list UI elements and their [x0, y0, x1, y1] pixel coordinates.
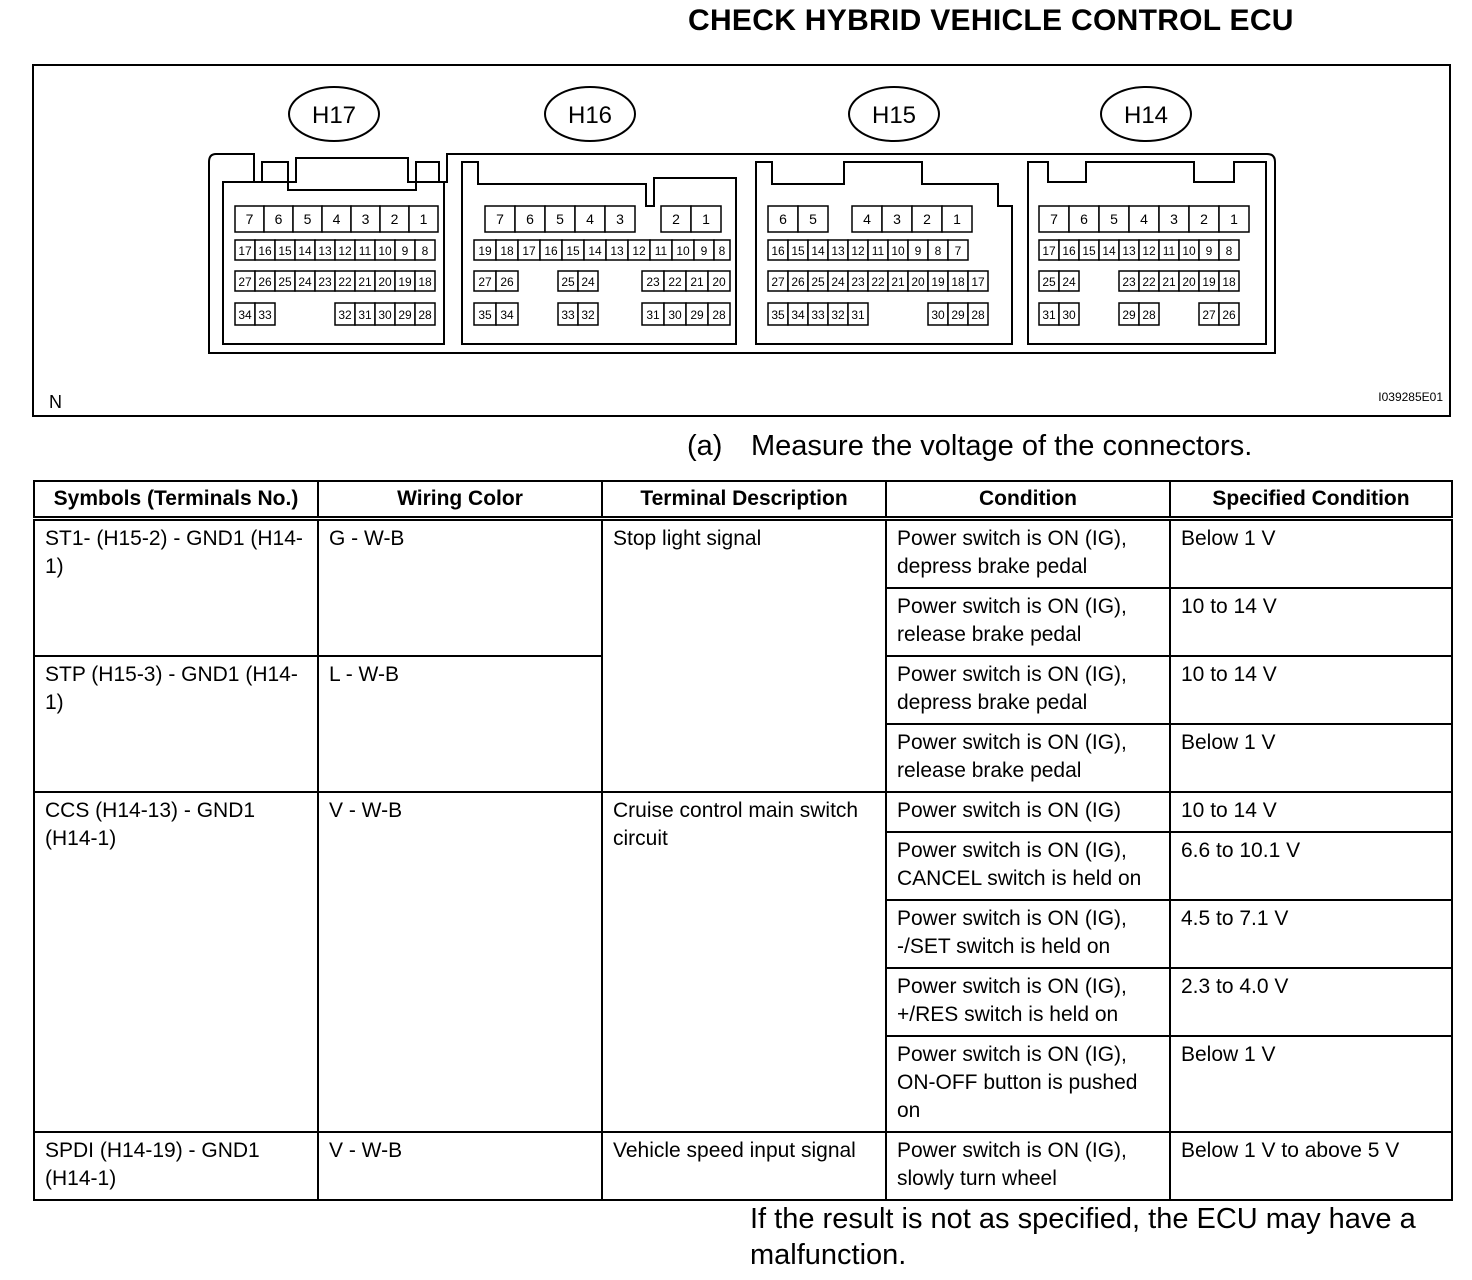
- connector-label: H15: [871, 102, 917, 129]
- spec-cell: Below 1 V: [1170, 1036, 1452, 1132]
- connector-label: H17: [311, 102, 357, 129]
- spec-cell: 2.3 to 4.0 V: [1170, 968, 1452, 1036]
- condition-cell: Power switch is ON (IG), -/SET switch is held on: [886, 900, 1170, 968]
- terminal-number: 25: [811, 275, 825, 289]
- terminal-number: 31: [646, 308, 660, 322]
- terminal-number: 35: [478, 308, 492, 322]
- connector-diagram-svg: [34, 66, 1449, 415]
- terminal-number: 18: [1222, 275, 1236, 289]
- terminal-number: 1: [419, 211, 428, 227]
- header-terminal-description: Terminal Description: [602, 481, 886, 519]
- terminal-number: 18: [951, 275, 965, 289]
- footer-note: If the result is not as specified, the ECU may have a malfunction.: [750, 1203, 1416, 1271]
- table-header-row: [34, 481, 1452, 519]
- terminal-number: 13: [831, 244, 845, 258]
- condition-cell: Power switch is ON (IG), ON-OFF button is pushed on: [886, 1036, 1170, 1132]
- terminal-number: 26: [258, 275, 272, 289]
- terminal-number: 9: [401, 244, 409, 258]
- terminal-number: 14: [588, 244, 602, 258]
- terminal-number: 12: [1142, 244, 1156, 258]
- terminal-number: 3: [616, 211, 624, 227]
- terminal-number: 6: [274, 211, 283, 227]
- condition-cell: Power switch is ON (IG), CANCEL switch is held on: [886, 832, 1170, 900]
- condition-cell: Power switch is ON (IG), depress brake pedal: [886, 656, 1170, 724]
- terminal-number: 27: [238, 275, 252, 289]
- terminal-number: 5: [303, 211, 312, 227]
- terminal-number: 5: [1110, 211, 1118, 227]
- symbol-cell: CCS (H14-13) - GND1 (H14-1): [34, 792, 318, 1132]
- voltage-spec-table: [33, 480, 1453, 1201]
- terminal-number: 4: [332, 211, 341, 227]
- terminal-number: 33: [561, 308, 575, 322]
- terminal-number: 18: [500, 244, 514, 258]
- terminal-number: 26: [791, 275, 805, 289]
- terminal-number: 16: [544, 244, 558, 258]
- instruction: [687, 430, 1252, 463]
- terminal-number: 28: [418, 308, 432, 322]
- terminal-number: 5: [809, 211, 817, 227]
- terminal-number: 33: [258, 308, 272, 322]
- terminal-number: 14: [298, 244, 312, 258]
- terminal-number: 16: [771, 244, 785, 258]
- terminal-number: 23: [646, 275, 660, 289]
- terminal-number: 2: [390, 211, 399, 227]
- terminal-number: 7: [496, 211, 504, 227]
- terminal-number: 8: [1225, 244, 1233, 258]
- terminal-number: 22: [668, 275, 682, 289]
- page-title: CHECK HYBRID VEHICLE CONTROL ECU: [688, 4, 1294, 37]
- terminal-number: 5: [556, 211, 564, 227]
- terminal-number: 32: [581, 308, 595, 322]
- terminal-number: 7: [1050, 211, 1058, 227]
- terminal-number: 32: [338, 308, 352, 322]
- terminal-number: 15: [278, 244, 292, 258]
- connector-label: H14: [1123, 102, 1169, 129]
- terminal-number: 17: [238, 244, 252, 258]
- terminal-number: 19: [398, 275, 412, 289]
- terminal-number: 28: [971, 308, 985, 322]
- terminal-number: 27: [771, 275, 785, 289]
- terminal-number: 14: [811, 244, 825, 258]
- terminal-number: 11: [358, 244, 372, 258]
- terminal-number: 24: [831, 275, 845, 289]
- terminal-number: 21: [1162, 275, 1176, 289]
- terminal-number: 8: [934, 244, 942, 258]
- header-condition: Condition: [886, 481, 1170, 519]
- terminal-number: 23: [851, 275, 865, 289]
- terminal-number: 16: [258, 244, 272, 258]
- spec-cell: 4.5 to 7.1 V: [1170, 900, 1452, 968]
- terminal-number: 24: [1062, 275, 1076, 289]
- terminal-number: 20: [1182, 275, 1196, 289]
- terminal-number: 8: [421, 244, 429, 258]
- condition-cell: Power switch is ON (IG), release brake pedal: [886, 588, 1170, 656]
- figure-id: I039285E01: [1378, 390, 1443, 404]
- terminal-number: 15: [791, 244, 805, 258]
- terminal-number: 29: [690, 308, 704, 322]
- terminal-number: 16: [1062, 244, 1076, 258]
- terminal-number: 17: [971, 275, 985, 289]
- terminal-number: 18: [418, 275, 432, 289]
- terminal-number: 13: [1122, 244, 1136, 258]
- instruction-label: (a): [687, 430, 723, 462]
- terminal-number: 3: [361, 211, 370, 227]
- terminal-number: 21: [358, 275, 372, 289]
- terminal-number: 14: [1102, 244, 1116, 258]
- terminal-number: 17: [1042, 244, 1056, 258]
- table-row: [34, 1132, 1452, 1200]
- terminal-number: 25: [1042, 275, 1056, 289]
- terminal-number: 9: [914, 244, 922, 258]
- terminal-number: 9: [1205, 244, 1213, 258]
- terminal-number: 1: [1230, 211, 1238, 227]
- terminal-number: 6: [1080, 211, 1088, 227]
- terminal-number: 11: [871, 244, 885, 258]
- condition-cell: Power switch is ON (IG), depress brake pedal: [886, 519, 1170, 589]
- description-cell: Stop light signal: [602, 519, 886, 793]
- terminal-number: 24: [298, 275, 312, 289]
- terminal-number: 24: [581, 275, 595, 289]
- terminal-number: 10: [891, 244, 905, 258]
- symbol-cell: STP (H15-3) - GND1 (H14-1): [34, 656, 318, 792]
- terminal-number: 31: [1042, 308, 1056, 322]
- terminal-number: 25: [561, 275, 575, 289]
- spec-cell: Below 1 V to above 5 V: [1170, 1132, 1452, 1200]
- spec-cell: 6.6 to 10.1 V: [1170, 832, 1452, 900]
- terminal-number: 19: [478, 244, 492, 258]
- terminal-number: 26: [1222, 308, 1236, 322]
- table-row: [34, 519, 1452, 589]
- terminal-number: 13: [610, 244, 624, 258]
- terminal-number: 6: [779, 211, 787, 227]
- terminal-number: 3: [893, 211, 901, 227]
- terminal-number: 10: [1182, 244, 1196, 258]
- corner-label: N: [49, 392, 62, 412]
- terminal-number: 10: [676, 244, 690, 258]
- terminal-number: 2: [923, 211, 931, 227]
- spec-cell: 10 to 14 V: [1170, 656, 1452, 724]
- terminal-number: 4: [863, 211, 871, 227]
- terminal-number: 25: [278, 275, 292, 289]
- wiring-cell: V - W-B: [318, 1132, 602, 1200]
- terminal-number: 29: [398, 308, 412, 322]
- terminal-number: 1: [953, 211, 961, 227]
- spec-cell: 10 to 14 V: [1170, 792, 1452, 832]
- terminal-number: 11: [654, 244, 668, 258]
- terminal-number: 30: [1062, 308, 1076, 322]
- terminal-number: 31: [851, 308, 865, 322]
- terminal-number: 29: [1122, 308, 1136, 322]
- terminal-number: 28: [1142, 308, 1156, 322]
- terminal-number: 11: [1162, 244, 1176, 258]
- terminal-number: 35: [771, 308, 785, 322]
- terminal-number: 8: [718, 244, 726, 258]
- condition-cell: Power switch is ON (IG): [886, 792, 1170, 832]
- wiring-cell: V - W-B: [318, 792, 602, 1132]
- terminal-number: 26: [500, 275, 514, 289]
- connector-label: H16: [567, 102, 613, 129]
- terminal-number: 10: [378, 244, 392, 258]
- connector-diagram: [32, 64, 1451, 417]
- terminal-number: 23: [318, 275, 332, 289]
- terminal-number: 15: [1082, 244, 1096, 258]
- terminal-number: 20: [911, 275, 925, 289]
- instruction-text: Measure the voltage of the connectors.: [751, 430, 1253, 462]
- header-wiring-color: Wiring Color: [318, 481, 602, 519]
- terminal-number: 20: [712, 275, 726, 289]
- terminal-number: 15: [566, 244, 580, 258]
- terminal-number: 12: [338, 244, 352, 258]
- wiring-cell: G - W-B: [318, 519, 602, 657]
- terminal-number: 30: [378, 308, 392, 322]
- terminal-number: 22: [338, 275, 352, 289]
- condition-cell: Power switch is ON (IG), +/RES switch is held on: [886, 968, 1170, 1036]
- terminal-number: 2: [672, 211, 680, 227]
- terminal-number: 20: [378, 275, 392, 289]
- terminal-number: 34: [500, 308, 514, 322]
- terminal-number: 21: [690, 275, 704, 289]
- terminal-number: 13: [318, 244, 332, 258]
- terminal-number: 32: [831, 308, 845, 322]
- terminal-number: 6: [526, 211, 534, 227]
- wiring-cell: L - W-B: [318, 656, 602, 792]
- terminal-number: 3: [1170, 211, 1178, 227]
- terminal-number: 12: [851, 244, 865, 258]
- terminal-number: 9: [700, 244, 708, 258]
- terminal-number: 34: [791, 308, 805, 322]
- symbol-cell: ST1- (H15-2) - GND1 (H14-1): [34, 519, 318, 657]
- condition-cell: Power switch is ON (IG), slowly turn wheel: [886, 1132, 1170, 1200]
- terminal-number: 2: [1200, 211, 1208, 227]
- terminal-number: 30: [668, 308, 682, 322]
- spec-cell: Below 1 V: [1170, 724, 1452, 792]
- terminal-number: 7: [954, 244, 962, 258]
- terminal-number: 29: [951, 308, 965, 322]
- terminal-number: 33: [811, 308, 825, 322]
- terminal-number: 1: [702, 211, 710, 227]
- terminal-number: 22: [1142, 275, 1156, 289]
- terminal-number: 28: [712, 308, 726, 322]
- spec-cell: Below 1 V: [1170, 519, 1452, 589]
- terminal-number: 19: [931, 275, 945, 289]
- description-cell: Vehicle speed input signal: [602, 1132, 886, 1200]
- terminal-number: 21: [891, 275, 905, 289]
- terminal-number: 19: [1202, 275, 1216, 289]
- terminal-number: 27: [478, 275, 492, 289]
- terminal-number: 22: [871, 275, 885, 289]
- terminal-number: 7: [245, 211, 254, 227]
- terminal-number: 27: [1202, 308, 1216, 322]
- condition-cell: Power switch is ON (IG), release brake pedal: [886, 724, 1170, 792]
- terminal-number: 34: [238, 308, 252, 322]
- terminal-number: 23: [1122, 275, 1136, 289]
- symbol-cell: SPDI (H14-19) - GND1 (H14-1): [34, 1132, 318, 1200]
- table-row: [34, 792, 1452, 832]
- description-cell: Cruise control main switch circuit: [602, 792, 886, 1132]
- spec-cell: 10 to 14 V: [1170, 588, 1452, 656]
- terminal-number: 31: [358, 308, 372, 322]
- terminal-number: 12: [632, 244, 646, 258]
- header-specified-condition: Specified Condition: [1170, 481, 1452, 519]
- terminal-number: 30: [931, 308, 945, 322]
- terminal-number: 17: [522, 244, 536, 258]
- terminal-number: 4: [1140, 211, 1148, 227]
- terminal-number: 4: [586, 211, 594, 227]
- header-symbols: Symbols (Terminals No.): [34, 481, 318, 519]
